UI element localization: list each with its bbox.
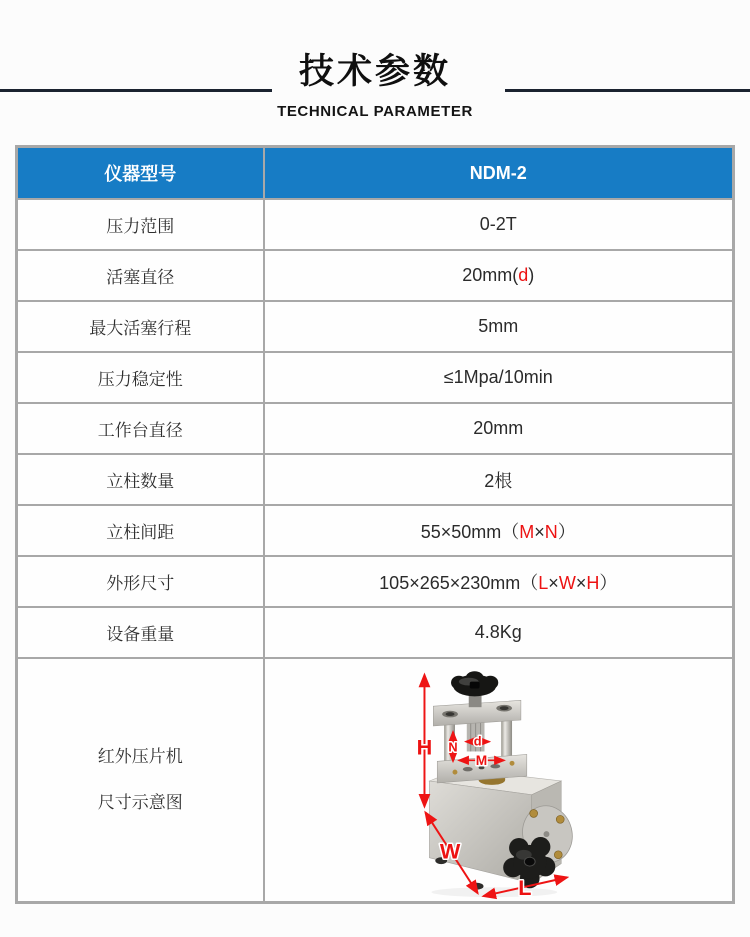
dim-label-d: d <box>473 733 482 749</box>
param-label-cell: 立柱间距 <box>17 505 264 556</box>
diagram-label-line2: 尺寸示意图 <box>97 792 183 812</box>
param-label-cell: 压力范围 <box>17 199 264 250</box>
value-segment: ） <box>557 521 576 542</box>
value-segment: 4.8Kg <box>474 622 522 642</box>
param-value-cell <box>264 505 734 556</box>
dim-label-M: M <box>475 753 487 769</box>
param-value-cell <box>264 454 734 505</box>
param-value-cell <box>264 607 734 658</box>
value-segment: × <box>575 572 587 593</box>
param-rows <box>17 199 734 903</box>
diagram-label-cell <box>17 658 264 903</box>
shadow <box>431 887 557 897</box>
param-value-cell <box>264 403 734 454</box>
table-row <box>17 607 734 658</box>
table-row <box>17 301 734 352</box>
press-machine-illustration <box>416 671 578 900</box>
diagram-row <box>17 658 734 903</box>
table-row <box>17 250 734 301</box>
param-value-cell <box>264 301 734 352</box>
param-label-cell: 立柱数量 <box>17 454 264 505</box>
param-value-cell <box>264 199 734 250</box>
machine-dimension-photo <box>265 659 733 901</box>
table-header-row <box>17 147 734 200</box>
value-segment: 2根 <box>484 470 513 491</box>
param-label-cell: 工作台直径 <box>17 403 264 454</box>
header-param-cell: 仪器型号 <box>17 147 264 200</box>
title-divider-right <box>505 89 750 92</box>
parameter-table <box>15 145 735 904</box>
table-row <box>17 403 734 454</box>
table-row <box>17 505 734 556</box>
value-segment: 105×265×230mm（ <box>379 572 539 593</box>
page-title: 技术参数 <box>298 52 451 91</box>
param-value-cell <box>264 250 734 301</box>
dim-label-N: N <box>447 739 458 755</box>
param-label-cell: 压力稳定性 <box>17 352 264 403</box>
dim-label-W: W <box>439 838 460 864</box>
value-segment-red: N <box>544 521 558 542</box>
param-label-cell: 外形尺寸 <box>17 556 264 607</box>
value-segment: 20mm <box>473 418 524 438</box>
value-segment-red: H <box>586 572 600 593</box>
value-segment-red: d <box>518 265 529 285</box>
table-row <box>17 199 734 250</box>
value-segment: × <box>548 572 559 593</box>
diagram-label-line1: 红外压片机 <box>97 747 183 767</box>
value-segment-red: L <box>538 572 549 593</box>
table-row <box>17 556 734 607</box>
dim-label-H: H <box>416 734 432 760</box>
table-row <box>17 352 734 403</box>
value-segment: 20mm( <box>462 265 519 285</box>
param-value-cell <box>264 352 734 403</box>
header-value-cell: NDM-2 <box>264 147 734 200</box>
value-segment-red: W <box>558 572 576 593</box>
dim-label-L: L <box>517 875 531 901</box>
diagram-cell <box>264 658 734 903</box>
value-segment: ≤1Mpa/10min <box>443 367 553 387</box>
param-value-cell <box>264 556 734 607</box>
param-label-cell: 最大活塞行程 <box>17 301 264 352</box>
page-subtitle: TECHNICAL PARAMETER <box>277 103 473 120</box>
value-segment: ） <box>599 572 618 593</box>
value-segment: 0-2T <box>479 214 517 234</box>
param-label-cell: 活塞直径 <box>17 250 264 301</box>
value-segment-red: M <box>519 521 535 542</box>
title-block <box>0 0 750 120</box>
title-divider-left <box>0 89 272 92</box>
value-segment: 55×50mm（ <box>420 521 520 542</box>
top-knob <box>451 671 498 707</box>
param-label-cell: 设备重量 <box>17 607 264 658</box>
value-segment: 5mm <box>478 316 519 336</box>
value-segment: × <box>534 521 545 542</box>
value-segment: ) <box>528 265 535 285</box>
table-row <box>17 454 734 505</box>
